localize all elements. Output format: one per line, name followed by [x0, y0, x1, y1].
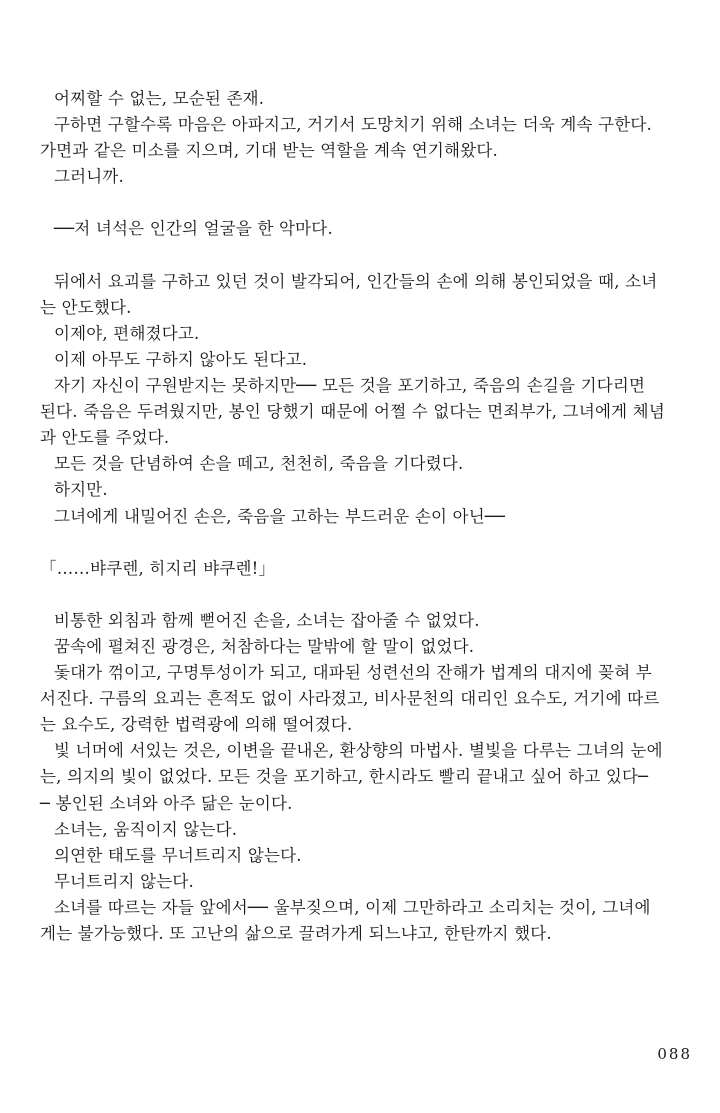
text-line: 과 안도를 주었다.: [40, 428, 170, 448]
text-line: 이제 아무도 구하지 않아도 된다고.: [54, 349, 308, 369]
text-line: 가면과 같은 미소를 지으며, 기대 받는 역할을 계속 연기해왔다.: [40, 141, 498, 161]
text-line: 모든 것을 단념하여 손을 떼고, 천천히, 죽음을 기다렸다.: [54, 454, 464, 474]
text-line: ──저 녀석은 인간의 얼굴을 한 악마다.: [54, 219, 333, 239]
text-line: 자기 자신이 구원받지는 못하지만── 모든 것을 포기하고, 죽음의 손길을 기다리면: [54, 376, 646, 396]
text-line: 소녀를 따르는 자들 앞에서── 울부짖으며, 이제 그만하라고 소리치는 것이, 그녀에: [54, 897, 651, 917]
text-line: 구하면 구할수록 마음은 아파지고, 거기서 도망치기 위해 소녀는 더욱 계속 구한다.: [54, 115, 652, 135]
text-line: 「……뱌쿠렌, 히지리 뱌쿠렌!」: [40, 558, 276, 578]
text-line: 비통한 외침과 함께 뻗어진 손을, 소녀는 잡아줄 수 없었다.: [54, 610, 480, 630]
text-line: 빛 너머에 서있는 것은, 이변을 끝내온, 환상향의 마법사. 별빛을 다루는 그녀의 눈에: [54, 741, 663, 761]
blank-line: [40, 243, 688, 269]
page-number: 088: [657, 1045, 692, 1063]
text-line: ─ 봉인된 소녀와 아주 닮은 눈이다.: [40, 793, 293, 813]
text-line: 의연한 태도를 무너트리지 않는다.: [54, 845, 302, 865]
text-line: 는 요수도, 강력한 법력광에 의해 떨어졌다.: [40, 715, 353, 735]
text-line: 는, 의지의 빛이 없었다. 모든 것을 포기하고, 한시라도 빨리 끝내고 싶어 하고 있다─: [40, 767, 649, 787]
blank-line: [40, 530, 688, 556]
text-line: 그녀에게 내밀어진 손은, 죽음을 고하는 부드러운 손이 아닌──: [54, 506, 506, 526]
text-line: 는 안도했다.: [40, 297, 132, 317]
text-line: 하지만.: [54, 480, 108, 500]
text-line: 된다. 죽음은 두려웠지만, 봉인 당했기 때문에 어쩔 수 없다는 면죄부가, 그녀에게 체념: [40, 402, 665, 422]
text-line: 뒤에서 요괴를 구하고 있던 것이 발각되어, 인간들의 손에 의해 봉인되었을 때, 소녀: [54, 271, 658, 291]
text-line: 이제야, 편해졌다고.: [54, 323, 200, 343]
text-line: 서진다. 구름의 요괴는 흔적도 없이 사라졌고, 비사문천의 대리인 요수도, 거기에 따르: [40, 689, 660, 709]
text-line: 꿈속에 펼쳐진 광경은, 처참하다는 말밖에 할 말이 없었다.: [54, 636, 475, 656]
text-line: 게는 불가능했다. 또 고난의 삶으로 끌려가게 되느냐고, 한탄까지 했다.: [40, 924, 552, 943]
text-line: 소녀는, 움직이지 않는다.: [54, 819, 238, 839]
text-line: 어찌할 수 없는, 모순된 존재.: [54, 89, 265, 108]
text-line: 그러니까.: [54, 167, 125, 187]
body-text: [40, 86, 688, 947]
blank-line: [40, 190, 688, 216]
text-line: 무너트리지 않는다.: [54, 871, 195, 891]
text-line: 돛대가 꺾이고, 구명투성이가 되고, 대파된 성련선의 잔해가 법계의 대지에 꽂혀 부: [54, 663, 652, 683]
blank-line: [40, 582, 688, 608]
